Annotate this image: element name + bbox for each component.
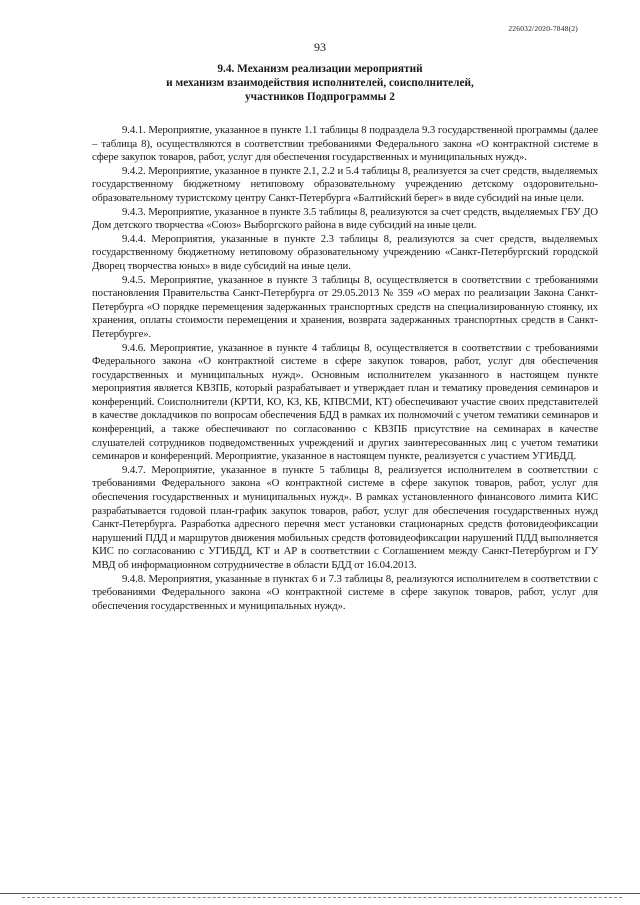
section-heading-line: 9.4. Механизм реализации мероприятий [217, 63, 423, 75]
section-heading [100, 62, 540, 104]
page-number: 93 [314, 40, 326, 54]
scan-edge-line [22, 897, 622, 898]
document-body [92, 124, 598, 613]
scan-edge-line [0, 893, 640, 894]
document-registration-number: 226032/2020-7848(2) [508, 24, 578, 33]
paragraph-9-4-2: 9.4.2. Мероприятие, указанное в пункте 2.1, 2.2 и 5.4 таблицы 8, реализуется за счет средств, выделяемых государственному бюджетному нетиповому образовательному учреждению детскому оздоровительно-образовательному туристскому центру Санкт-Петербурга «Балтийский берег» в виде субсидий на иные цели. [92, 164, 598, 204]
section-heading-line: участников Подпрограммы 2 [245, 91, 395, 103]
paragraph-9-4-1: 9.4.1. Мероприятие, указанное в пункте 1.1 таблицы 8 подраздела 9.3 государственной программы (далее – таблица 8), осуществляются в соответствии требованиями Федерального закона «О контрактной системе в сфере закупок товаров, работ, услуг для обеспечения государственных и муниципальных нужд». [92, 124, 598, 164]
paragraph-9-4-7: 9.4.7. Мероприятие, указанное в пункте 5 таблицы 8, реализуется исполнителем в соответствии с требованиями Федерального закона «О контрактной системе в сфере закупок товаров, работ, услуг для обеспечения государственных и муниципальных нужд». В рамках установленного финансового лимита КИС разрабатывается годовой план-график закупок товаров, работ, услуг для обеспечения государственных нужд Санкт-Петербурга. Разработка адресного перечня мест установки стационарных средств фотовидеофиксации нарушений ПДД и маршрутов движения мобильных средств фотовидеофиксации нарушений ПДД выполняется КИС по согласованию с УГИБДД, КТ и АР в соответствии с Соглашением между Санкт-Петербургом и ГУ МВД об информационном сотрудничестве в области БДД от 16.04.2013. [92, 463, 598, 571]
paragraph-9-4-6: 9.4.6. Мероприятие, указанное в пункте 4 таблицы 8, осуществляется в соответствии с требованиями Федерального закона «О контрактной системе в сфере закупок товаров, работ, услуг для обеспечения государственных и муниципальных нужд». Основным исполнителем указанного в настоящем пункте мероприятия является КВЗПБ, который разрабатывает и утверждает план и тематику проведения семинаров и конференций. Соисполнители (КРТИ, КО, КЗ, КБ, КПВСМИ, КТ) обеспечивают участие своих представителей в качестве докладчиков по вопросам обеспечения БДД в рамках их полномочий с учетом тематики семинаров и конференций, а также обеспечивают по согласованию с КВЗПБ присутствие на семинарах в качестве слушателей сотрудников подведомственных учреждений и других заинтересованных лиц с учетом тематики семинаров и конференций. Мероприятие, указанное в настоящем пункте, реализуется с участием УГИБДД. [92, 341, 598, 463]
section-heading-line: и механизм взаимодействия исполнителей, соисполнителей, [166, 77, 474, 89]
paragraph-9-4-8: 9.4.8. Мероприятия, указанные в пунктах 6 и 7.3 таблицы 8, реализуются исполнителем в соответствии с требованиями Федерального закона «О контрактной системе в сфере закупок товаров, работ, услуг для обеспечения государственных и муниципальных нужд». [92, 572, 598, 612]
paragraph-9-4-3: 9.4.3. Мероприятие, указанное в пункте 3.5 таблицы 8, реализуются за счет средств, выделяемых ГБУ ДО Дом детского творчества «Союз» Выборгского района в виде субсидий на иные цели. [92, 205, 598, 232]
paragraph-9-4-5: 9.4.5. Мероприятие, указанное в пункте 3 таблицы 8, осуществляется в соответствии с требованиями постановления Правительства Санкт-Петербурга от 29.05.2013 № 359 «О мерах по реализации Закона Санкт-Петербурга «О порядке перемещения задержанных транспортных средств на специализированную стоянку, их хранения, оплаты стоимости перемещения и хранения, возврата задержанных транспортных средств в Санкт-Петербурге». [92, 273, 598, 340]
paragraph-9-4-4: 9.4.4. Мероприятия, указанные в пункте 2.3 таблицы 8, реализуются за счет средств, выделяемых государственному бюджетному нетиповому образовательному учреждению «Санкт-Петербургский городской Дворец творчества юных» в виде субсидий на иные цели. [92, 232, 598, 272]
